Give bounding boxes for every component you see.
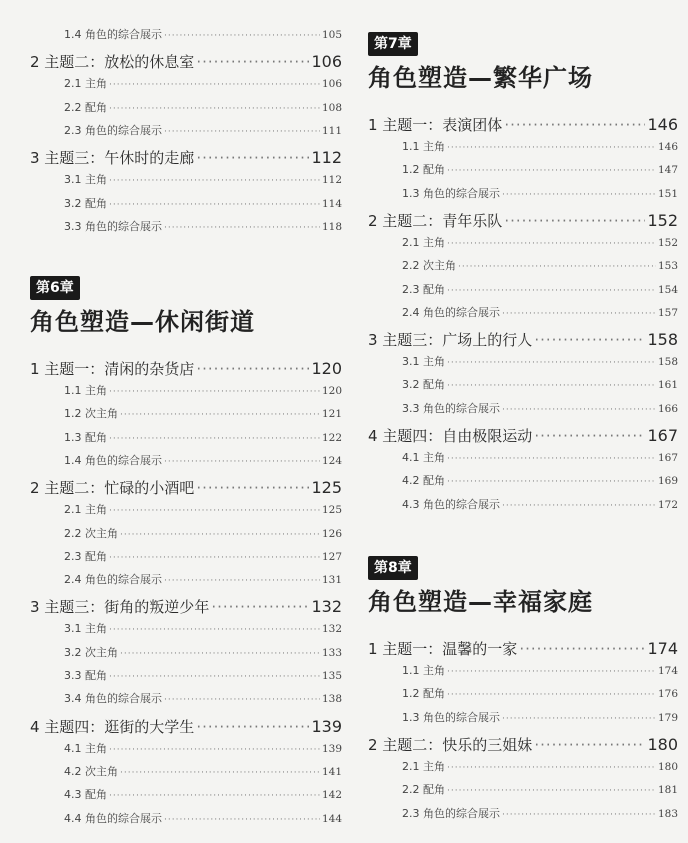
dot-leader [109,80,320,90]
toc-page-number: 106 [321,78,342,91]
dot-leader [502,501,656,511]
toc-page-number: 167 [657,452,678,464]
toc-entry-label: 3.1 主角 [64,622,107,636]
dot-leader [120,649,320,659]
toc-page-number: 120 [311,359,342,378]
dot-leader [534,736,645,754]
toc-page-number: 118 [321,220,342,233]
toc-page-number: 152 [647,210,678,230]
toc-page-number: 180 [657,760,678,773]
toc-page-number: 158 [647,330,678,350]
toc-section-2[interactable] [368,210,678,232]
dot-leader [447,143,656,153]
toc-entry-label: 4.3 角色的综合展示 [402,497,500,511]
toc-entry-label: 4.2 配角 [402,474,445,488]
dot-leader [196,149,309,167]
toc-entry-label: 3 主题三：午休时的走廊 [30,149,195,168]
toc-page-number: 172 [657,498,678,511]
toc-entry-label: 2.1 主角 [402,759,445,773]
toc-page-number: 144 [321,812,342,825]
dot-leader [447,454,656,464]
toc-subsection-1-4[interactable] [30,26,342,44]
toc-entry-label: 2.2 配角 [402,783,445,797]
toc-section-2[interactable] [368,734,678,756]
dot-leader [447,239,656,249]
toc-page-number: 174 [657,665,678,677]
toc-subsection-3-4[interactable] [30,690,342,708]
toc-page-number: 106 [311,52,342,72]
toc-subsection-2-2[interactable] [30,525,342,543]
toc-entry-label: 2 主题二：青年乐队 [368,211,503,230]
toc-section-2[interactable] [30,477,342,499]
dot-leader [447,166,656,176]
toc-entry-label: 2.2 次主角 [64,526,118,540]
dot-leader [109,745,320,755]
dot-leader [534,331,645,349]
toc-subsection-1-2[interactable] [368,685,678,703]
dot-leader [109,506,320,516]
toc-subsection-4-2[interactable] [30,763,342,781]
toc-subsection-2-2[interactable] [30,99,342,117]
toc-page-number: 126 [321,527,342,540]
toc-subsection-1-1[interactable] [368,138,678,156]
toc-page-number: 135 [321,670,342,682]
toc-entry-label: 1 主题一：表演团体 [368,116,503,134]
toc-subsection-1-3[interactable] [368,185,678,203]
toc-subsection-3-1[interactable] [368,353,678,371]
toc-entry-label: 3.3 角色的综合展示 [402,401,500,415]
toc-page-number: 121 [321,408,342,421]
dot-leader [534,427,645,445]
toc-entry-label: 1.4 角色的综合展示 [64,28,162,41]
toc-page-number: 158 [657,356,678,369]
dot-leader [120,410,320,420]
toc-page-number: 124 [321,454,342,467]
toc-entry-label: 2.1 主角 [402,235,445,249]
toc-section-3[interactable] [368,329,678,351]
toc-subsection-2-3[interactable] [30,548,342,566]
toc-subsection-4-1[interactable] [368,449,678,467]
dot-leader [502,190,656,200]
toc-section-4[interactable] [30,716,342,738]
toc-subsection-2-1[interactable] [30,501,342,519]
toc-page-number: 142 [321,789,342,802]
toc-subsection-2-1[interactable] [368,234,678,252]
dot-leader [504,116,645,134]
toc-entry-label: 1 主题一：清闲的杂货店 [30,360,195,378]
dot-leader [447,358,656,368]
toc-page-number: 112 [321,174,342,187]
toc-subsection-2-1[interactable] [30,75,342,93]
toc-page-number: 105 [321,29,342,41]
toc-subsection-3-2[interactable] [30,195,342,213]
toc-section-3[interactable] [30,147,342,169]
chapter-title: 角色塑造—休闲街道 [30,308,255,336]
chapter-badge: 第7章 [368,32,418,56]
toc-page-number: 176 [657,688,678,701]
toc-entry-label: 4.1 主角 [64,741,107,755]
toc-subsection-4-3[interactable] [30,786,342,804]
dot-leader [164,457,320,467]
toc-entry-label: 4 主题四：自由极限运动 [368,427,533,445]
chapter-badge: 第8章 [368,556,418,580]
toc-entry-label: 4.1 主角 [402,451,445,464]
toc-page-number: 141 [321,765,342,778]
toc-subsection-1-3[interactable] [368,709,678,727]
toc-section-1[interactable] [368,114,678,136]
toc-entry-label: 4.4 角色的综合展示 [64,811,162,825]
toc-entry-label: 2.3 配角 [402,282,445,296]
dot-leader [109,625,320,635]
dot-leader [196,718,309,736]
toc-subsection-1-4[interactable] [30,452,342,470]
toc-entry-label: 2.3 角色的综合展示 [64,123,162,137]
toc-page-number: 157 [657,306,678,319]
toc-entry-label: 1.4 角色的综合展示 [64,453,162,467]
toc-subsection-3-2[interactable] [30,644,342,662]
dot-leader [502,714,656,724]
toc-entry-label: 2.4 角色的综合展示 [64,573,162,587]
toc-page-number: 114 [321,197,342,210]
toc-section-1[interactable] [368,638,678,660]
toc-entry-label: 4 主题四：逛街的大学生 [30,717,195,736]
toc-entry-label: 3.1 主角 [64,173,107,187]
toc-page-number: 161 [657,379,678,392]
toc-entry-label: 3 主题三：广场上的行人 [368,331,533,350]
toc-page-number: 122 [321,431,342,444]
dot-leader [109,176,320,186]
toc-section-2[interactable] [30,51,342,73]
toc-subsection-4-1[interactable] [30,740,342,758]
toc-page-number: 153 [657,260,678,273]
dot-leader [164,223,320,233]
toc-page-number: 108 [321,101,342,114]
toc-subsection-1-2[interactable] [30,405,342,423]
dot-leader [502,309,656,319]
toc-page-number: 133 [321,646,342,659]
toc-page-number: 132 [311,597,342,617]
dot-leader [447,381,656,391]
toc-page-number: 125 [311,478,342,498]
dot-leader [447,786,656,796]
toc-subsection-2-3[interactable] [30,122,342,140]
dot-leader [164,815,320,825]
toc-page-number: 112 [311,148,342,168]
toc-subsection-3-1[interactable] [30,171,342,189]
toc-subsection-4-2[interactable] [368,472,678,490]
dot-leader [458,262,656,272]
toc-subsection-2-4[interactable] [30,571,342,589]
toc-page-number: 169 [657,475,678,488]
dot-leader [196,479,309,497]
dot-leader [504,212,645,230]
toc-page-number: 180 [647,734,678,754]
toc-entry-label: 3.2 配角 [64,196,107,210]
toc-entry-label: 3.2 次主角 [64,645,118,659]
toc-subsection-3-2[interactable] [368,376,678,394]
toc-page-number: 125 [321,504,342,517]
dot-leader [109,200,320,210]
dot-leader [519,640,645,658]
toc-page-number: 181 [657,784,678,797]
toc-page-number: 183 [657,807,678,820]
dot-leader [196,360,309,378]
toc-subsection-2-1[interactable] [368,758,678,776]
toc-subsection-2-2[interactable] [368,781,678,799]
toc-page-number: 179 [657,711,678,724]
dot-leader [109,387,320,397]
dot-leader [109,672,320,682]
toc-entry-label: 2.2 次主角 [402,259,456,273]
toc-subsection-2-2[interactable] [368,257,678,275]
toc-entry-label: 4.2 次主角 [64,764,118,778]
toc-page-number: 120 [321,385,342,397]
dot-leader [164,695,320,705]
toc-page-number: 146 [647,115,678,134]
toc-entry-label: 1.3 角色的综合展示 [402,710,500,724]
toc-section-4[interactable] [368,425,678,447]
toc-entry-label: 2.1 主角 [64,503,107,517]
dot-leader [211,598,309,616]
chapter-title: 角色塑造—繁华广场 [368,64,593,92]
toc-entry-label: 2.1 主角 [64,77,107,91]
toc-entry-label: 1.2 配角 [402,687,445,701]
toc-subsection-2-3[interactable] [368,805,678,823]
dot-leader [109,104,320,114]
dot-leader [164,31,320,41]
toc-entry-label: 3.2 配角 [402,378,445,392]
toc-section-3[interactable] [30,596,342,618]
dot-leader [120,768,320,778]
toc-entry-label: 1.3 配角 [64,430,107,444]
toc-page-number: 154 [657,283,678,296]
toc-page-number: 166 [657,402,678,415]
dot-leader [109,553,320,563]
toc-subsection-2-4[interactable] [368,304,678,322]
dot-leader [447,477,656,487]
toc-page-number: 139 [321,742,342,755]
dot-leader [502,405,656,415]
toc-subsection-4-3[interactable] [368,496,678,514]
dot-leader [502,810,656,820]
dot-leader [109,434,320,444]
toc-entry-label: 3.4 角色的综合展示 [64,692,162,706]
toc-subsection-1-2[interactable] [368,161,678,179]
toc-subsection-3-3[interactable] [368,400,678,418]
toc-entry-label: 3.3 配角 [64,669,107,682]
toc-entry-label: 3.1 主角 [402,355,445,369]
toc-subsection-1-1[interactable] [30,382,342,400]
dot-leader [164,576,320,586]
chapter-badge: 第6章 [30,276,80,300]
toc-entry-label: 1.2 次主角 [64,407,118,421]
toc-subsection-3-3[interactable] [30,667,342,685]
toc-entry-label: 2 主题二：忙碌的小酒吧 [30,479,195,498]
toc-page-number: 127 [321,550,342,563]
dot-leader [120,530,320,540]
toc-subsection-1-3[interactable] [30,429,342,447]
toc-page-number: 146 [657,141,678,153]
toc-section-1[interactable] [30,358,342,380]
toc-page-number: 152 [657,236,678,249]
toc-page-number: 139 [311,716,342,736]
toc-entry-label: 2.3 角色的综合展示 [402,806,500,820]
toc-page-number: 151 [657,187,678,200]
toc-subsection-3-3[interactable] [30,218,342,236]
toc-page-number: 132 [321,623,342,636]
toc-entry-label: 1.3 角色的综合展示 [402,186,500,200]
dot-leader [447,286,656,296]
toc-entry-label: 1.2 配角 [402,163,445,177]
toc-entry-label: 1.1 主角 [64,384,107,397]
toc-page-number: 138 [321,693,342,706]
toc-entry-label: 2 主题二：快乐的三姐妹 [368,735,533,754]
toc-subsection-3-1[interactable] [30,620,342,638]
toc-entry-label: 1 主题一：温馨的一家 [368,640,518,658]
toc-subsection-2-3[interactable] [368,281,678,299]
dot-leader [109,791,320,801]
dot-leader [447,763,656,773]
toc-entry-label: 2.2 配角 [64,100,107,114]
toc-entry-label: 4.3 配角 [64,788,107,802]
toc-page-number: 147 [657,164,678,177]
toc-entry-label: 1.1 主角 [402,664,445,677]
toc-entry-label: 2.3 配角 [64,549,107,563]
dot-leader [447,690,656,700]
chapter-title: 角色塑造—幸福家庭 [368,588,593,616]
toc-entry-label: 2 主题二：放松的休息室 [30,53,195,72]
toc-entry-label: 1.1 主角 [402,140,445,153]
toc-page-number: 174 [647,639,678,658]
toc-page-number: 131 [321,574,342,587]
toc-page-number: 111 [321,124,342,137]
toc-subsection-1-1[interactable] [368,662,678,680]
toc-entry-label: 3.3 角色的综合展示 [64,219,162,233]
toc-page-number: 167 [647,426,678,445]
dot-leader [164,127,320,137]
dot-leader [196,53,309,71]
toc-entry-label: 3 主题三：街角的叛逆少年 [30,598,210,617]
toc-subsection-4-4[interactable] [30,810,342,828]
toc-entry-label: 2.4 角色的综合展示 [402,305,500,319]
dot-leader [447,667,656,677]
